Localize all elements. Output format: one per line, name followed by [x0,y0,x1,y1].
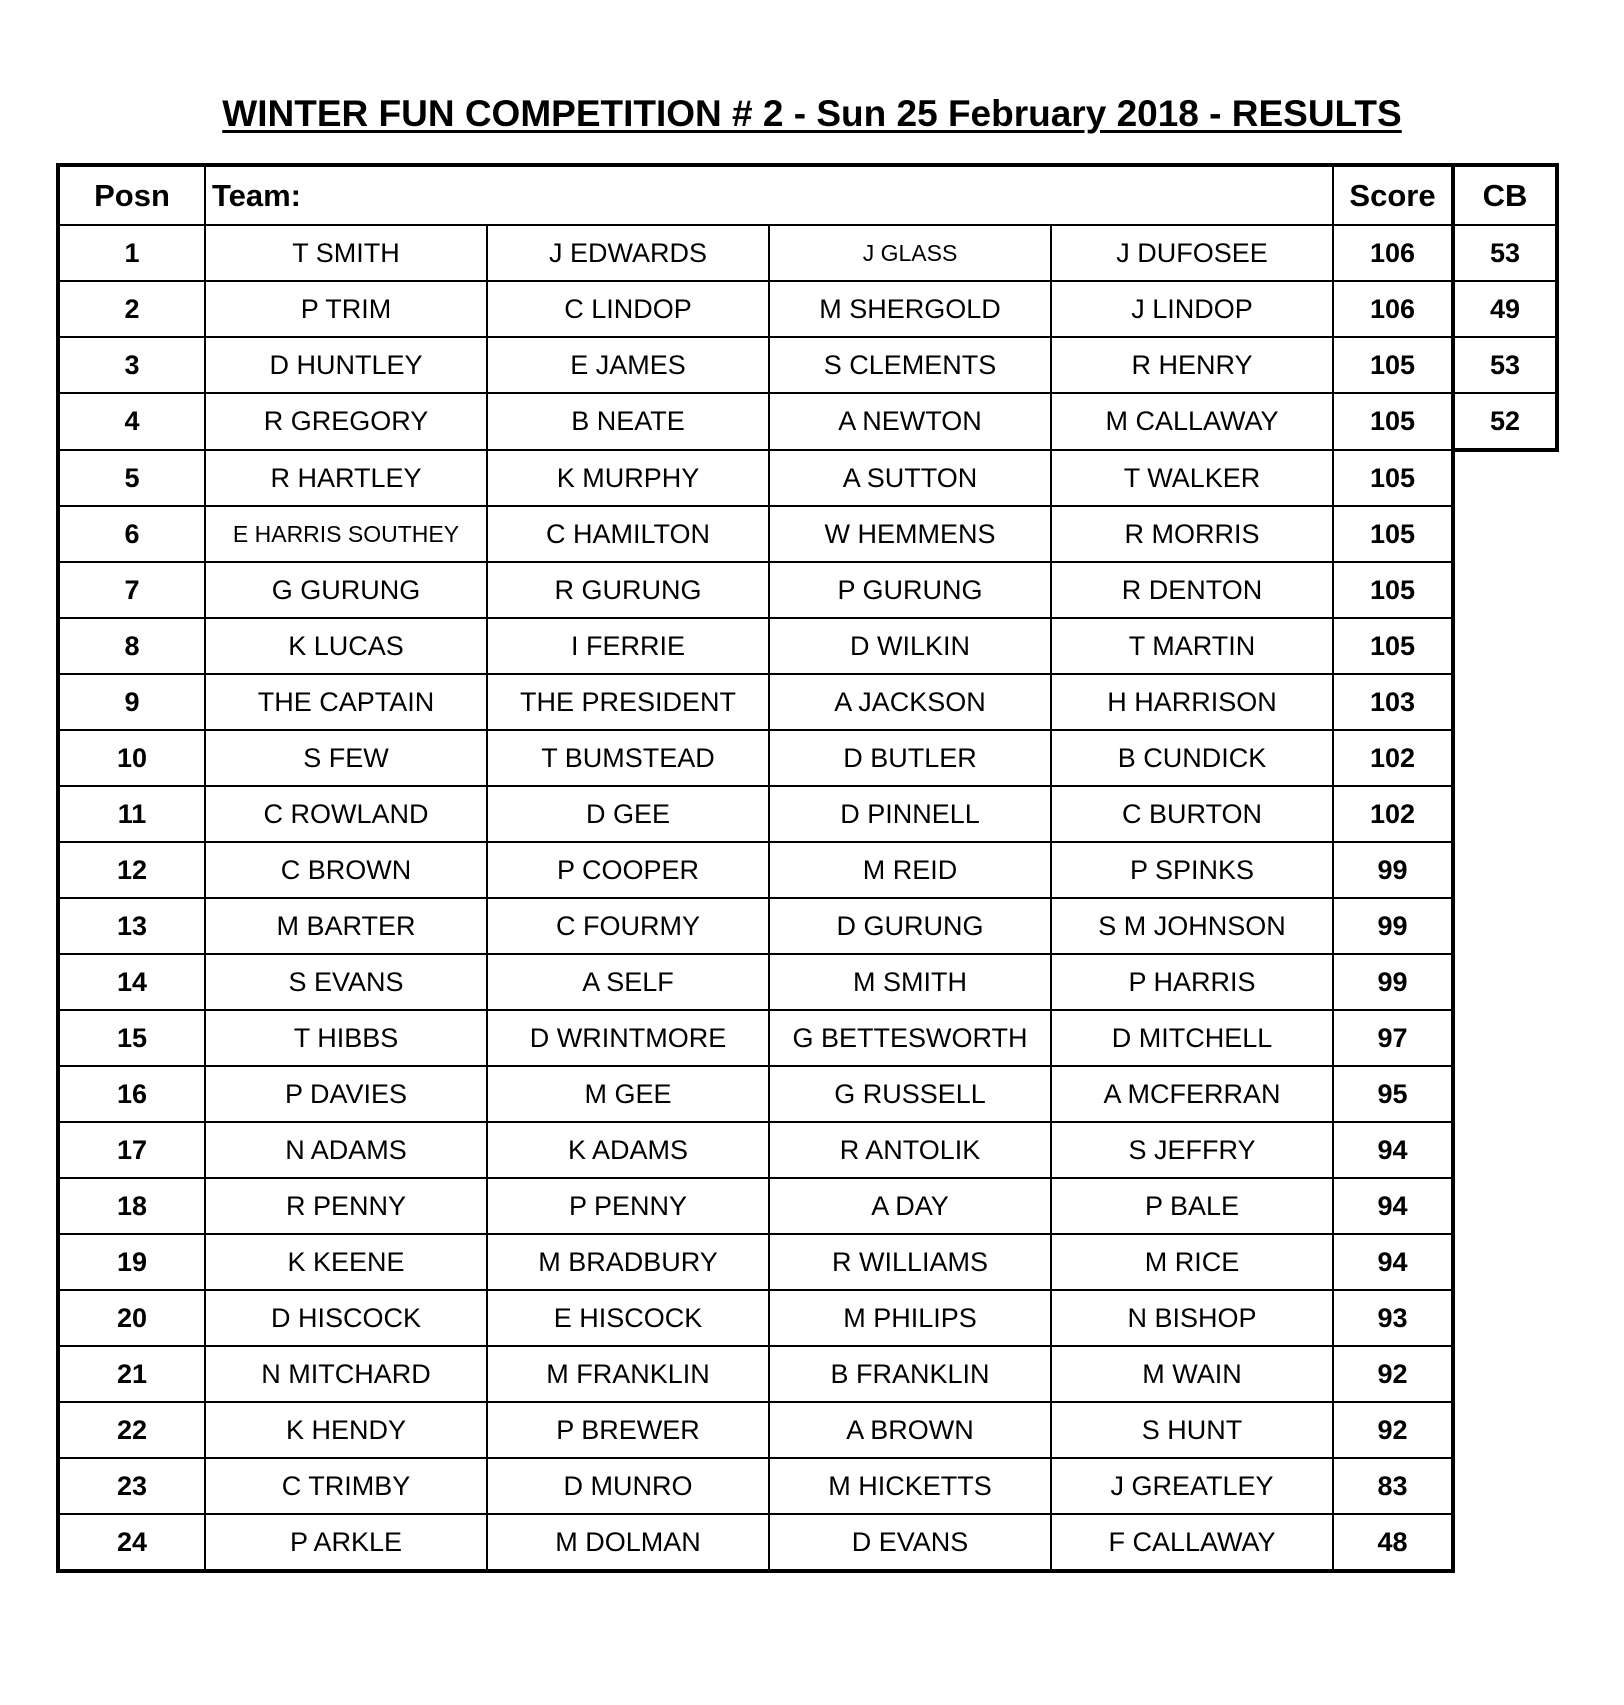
score-header: Score [1333,165,1453,225]
team-member-cell: M REID [769,842,1051,898]
team-member-cell: A JACKSON [769,674,1051,730]
posn-cell: 19 [58,1234,205,1290]
team-member-cell: S HUNT [1051,1402,1333,1458]
cb-empty-cell [1453,562,1557,618]
team-member-cell: P ARKLE [205,1514,487,1571]
cb-empty-cell [1453,1122,1557,1178]
team-member-cell: G RUSSELL [769,1066,1051,1122]
cb-cell: 49 [1453,281,1557,337]
score-cell: 83 [1333,1458,1453,1514]
team-member-cell: T MARTIN [1051,618,1333,674]
cb-empty-cell [1453,1010,1557,1066]
cb-empty-cell [1453,786,1557,842]
score-cell: 105 [1333,506,1453,562]
team-member-cell: D PINNELL [769,786,1051,842]
page-title: WINTER FUN COMPETITION # 2 - Sun 25 February 2018 - RESULTS [222,93,1402,134]
team-member-cell: B NEATE [487,393,769,450]
team-member-cell: A BROWN [769,1402,1051,1458]
team-member-cell: R GURUNG [487,562,769,618]
score-cell: 105 [1333,450,1453,506]
score-cell: 94 [1333,1234,1453,1290]
team-member-cell: THE CAPTAIN [205,674,487,730]
team-member-cell: R GREGORY [205,393,487,450]
posn-cell: 9 [58,674,205,730]
team-member-cell: C HAMILTON [487,506,769,562]
cb-empty-cell [1453,730,1557,786]
team-member-cell: P DAVIES [205,1066,487,1122]
team-member-cell: C FOURMY [487,898,769,954]
posn-cell: 4 [58,393,205,450]
posn-cell: 22 [58,1402,205,1458]
team-member-cell: M BRADBURY [487,1234,769,1290]
team-member-cell: P TRIM [205,281,487,337]
posn-cell: 16 [58,1066,205,1122]
team-member-cell: T HIBBS [205,1010,487,1066]
table-row [58,506,1557,562]
team-member-cell: D EVANS [769,1514,1051,1571]
cb-empty-cell [1453,1346,1557,1402]
table-row [58,393,1557,450]
team-member-cell: D WRINTMORE [487,1010,769,1066]
table-row [58,1514,1557,1571]
team-member-cell: N BISHOP [1051,1290,1333,1346]
team-member-cell: THE PRESIDENT [487,674,769,730]
results-table [56,163,1559,1573]
score-cell: 105 [1333,393,1453,450]
team-member-cell: J EDWARDS [487,225,769,281]
team-member-cell: M DOLMAN [487,1514,769,1571]
team-member-cell: D MUNRO [487,1458,769,1514]
table-row [58,1178,1557,1234]
table-row [58,1010,1557,1066]
team-member-cell: P PENNY [487,1178,769,1234]
team-member-cell: S M JOHNSON [1051,898,1333,954]
team-member-cell: R WILLIAMS [769,1234,1051,1290]
posn-cell: 11 [58,786,205,842]
score-cell: 106 [1333,225,1453,281]
team-member-cell: E HISCOCK [487,1290,769,1346]
team-member-cell: M SMITH [769,954,1051,1010]
cb-empty-cell [1453,1514,1557,1571]
table-row [58,786,1557,842]
table-row [58,730,1557,786]
team-member-cell: P BREWER [487,1402,769,1458]
posn-cell: 20 [58,1290,205,1346]
team-member-cell: H HARRISON [1051,674,1333,730]
table-row [58,842,1557,898]
team-member-cell: E JAMES [487,337,769,393]
team-member-cell: A DAY [769,1178,1051,1234]
cb-empty-cell [1453,954,1557,1010]
posn-header: Posn [58,165,205,225]
table-row [58,1458,1557,1514]
team-member-cell: A SELF [487,954,769,1010]
posn-cell: 12 [58,842,205,898]
table-row [58,674,1557,730]
table-row [58,1066,1557,1122]
posn-cell: 1 [58,225,205,281]
posn-cell: 6 [58,506,205,562]
team-member-cell: T WALKER [1051,450,1333,506]
score-cell: 93 [1333,1290,1453,1346]
team-member-cell: R MORRIS [1051,506,1333,562]
score-cell: 99 [1333,898,1453,954]
team-member-cell: S EVANS [205,954,487,1010]
cb-empty-cell [1453,898,1557,954]
team-member-cell: R HENRY [1051,337,1333,393]
team-member-cell: P GURUNG [769,562,1051,618]
posn-cell: 5 [58,450,205,506]
cb-empty-cell [1453,674,1557,730]
team-member-cell: S JEFFRY [1051,1122,1333,1178]
table-row [58,225,1557,281]
score-cell: 105 [1333,618,1453,674]
team-member-cell: C BURTON [1051,786,1333,842]
team-member-cell: R ANTOLIK [769,1122,1051,1178]
cb-empty-cell [1453,1402,1557,1458]
team-member-cell: K KEENE [205,1234,487,1290]
team-member-cell: D MITCHELL [1051,1010,1333,1066]
posn-cell: 23 [58,1458,205,1514]
team-member-cell: T SMITH [205,225,487,281]
cb-empty-cell [1453,450,1557,506]
posn-cell: 3 [58,337,205,393]
team-member-cell: C ROWLAND [205,786,487,842]
table-row [58,281,1557,337]
cb-empty-cell [1453,1178,1557,1234]
team-member-cell: R PENNY [205,1178,487,1234]
posn-cell: 2 [58,281,205,337]
table-row [58,954,1557,1010]
team-member-cell: K ADAMS [487,1122,769,1178]
team-member-cell: J LINDOP [1051,281,1333,337]
posn-cell: 8 [58,618,205,674]
team-member-cell: B CUNDICK [1051,730,1333,786]
table-row [58,1122,1557,1178]
team-member-cell: J DUFOSEE [1051,225,1333,281]
table-row [58,1402,1557,1458]
cb-cell: 53 [1453,337,1557,393]
posn-cell: 18 [58,1178,205,1234]
cb-empty-cell [1453,842,1557,898]
team-member-cell: C LINDOP [487,281,769,337]
score-cell: 48 [1333,1514,1453,1571]
team-header: Team: [205,165,1333,225]
score-cell: 94 [1333,1178,1453,1234]
score-cell: 92 [1333,1402,1453,1458]
team-member-cell: R HARTLEY [205,450,487,506]
team-member-cell: A SUTTON [769,450,1051,506]
team-member-cell: A MCFERRAN [1051,1066,1333,1122]
team-member-cell: J GREATLEY [1051,1458,1333,1514]
score-cell: 95 [1333,1066,1453,1122]
team-member-cell: N MITCHARD [205,1346,487,1402]
team-member-cell: B FRANKLIN [769,1346,1051,1402]
score-cell: 99 [1333,954,1453,1010]
team-member-cell: A NEWTON [769,393,1051,450]
score-cell: 92 [1333,1346,1453,1402]
team-member-cell: G BETTESWORTH [769,1010,1051,1066]
team-member-cell: D HUNTLEY [205,337,487,393]
score-cell: 105 [1333,562,1453,618]
team-member-cell: D HISCOCK [205,1290,487,1346]
team-member-cell: K MURPHY [487,450,769,506]
team-member-cell: M RICE [1051,1234,1333,1290]
team-member-cell: M PHILIPS [769,1290,1051,1346]
cb-cell: 53 [1453,225,1557,281]
team-member-cell: W HEMMENS [769,506,1051,562]
posn-cell: 7 [58,562,205,618]
cb-empty-cell [1453,1234,1557,1290]
team-member-cell: M BARTER [205,898,487,954]
team-member-cell: G GURUNG [205,562,487,618]
team-member-cell: P HARRIS [1051,954,1333,1010]
posn-cell: 10 [58,730,205,786]
team-member-cell: D GURUNG [769,898,1051,954]
cb-header: CB [1453,165,1557,225]
team-member-cell: C BROWN [205,842,487,898]
score-cell: 102 [1333,730,1453,786]
posn-cell: 17 [58,1122,205,1178]
team-member-cell: P COOPER [487,842,769,898]
team-member-cell: M WAIN [1051,1346,1333,1402]
team-member-cell: S FEW [205,730,487,786]
team-member-cell: S CLEMENTS [769,337,1051,393]
cb-empty-cell [1453,1290,1557,1346]
table-row [58,1234,1557,1290]
posn-cell: 13 [58,898,205,954]
team-member-cell: J GLASS [769,225,1051,281]
cb-empty-cell [1453,506,1557,562]
table-row [58,1346,1557,1402]
team-member-cell: N ADAMS [205,1122,487,1178]
team-member-cell: T BUMSTEAD [487,730,769,786]
team-member-cell: I FERRIE [487,618,769,674]
team-member-cell: K HENDY [205,1402,487,1458]
table-row [58,618,1557,674]
team-member-cell: P BALE [1051,1178,1333,1234]
team-member-cell: M SHERGOLD [769,281,1051,337]
table-row [58,1290,1557,1346]
team-member-cell: D WILKIN [769,618,1051,674]
cb-empty-cell [1453,1066,1557,1122]
results-body [58,225,1557,1571]
team-member-cell: M FRANKLIN [487,1346,769,1402]
cb-empty-cell [1453,618,1557,674]
posn-cell: 15 [58,1010,205,1066]
score-cell: 97 [1333,1010,1453,1066]
team-member-cell: D BUTLER [769,730,1051,786]
posn-cell: 14 [58,954,205,1010]
table-row [58,898,1557,954]
header-row [58,165,1557,225]
team-member-cell: R DENTON [1051,562,1333,618]
posn-cell: 24 [58,1514,205,1571]
team-member-cell: M HICKETTS [769,1458,1051,1514]
score-cell: 94 [1333,1122,1453,1178]
team-member-cell: C TRIMBY [205,1458,487,1514]
score-cell: 103 [1333,674,1453,730]
team-member-cell: M GEE [487,1066,769,1122]
table-row [58,337,1557,393]
cb-empty-cell [1453,1458,1557,1514]
score-cell: 99 [1333,842,1453,898]
team-member-cell: F CALLAWAY [1051,1514,1333,1571]
cb-cell: 52 [1453,393,1557,450]
team-member-cell: M CALLAWAY [1051,393,1333,450]
team-member-cell: P SPINKS [1051,842,1333,898]
team-member-cell: K LUCAS [205,618,487,674]
table-row [58,562,1557,618]
team-member-cell: D GEE [487,786,769,842]
team-member-cell: E HARRIS SOUTHEY [205,506,487,562]
score-cell: 105 [1333,337,1453,393]
score-cell: 102 [1333,786,1453,842]
score-cell: 106 [1333,281,1453,337]
posn-cell: 21 [58,1346,205,1402]
table-row [58,450,1557,506]
